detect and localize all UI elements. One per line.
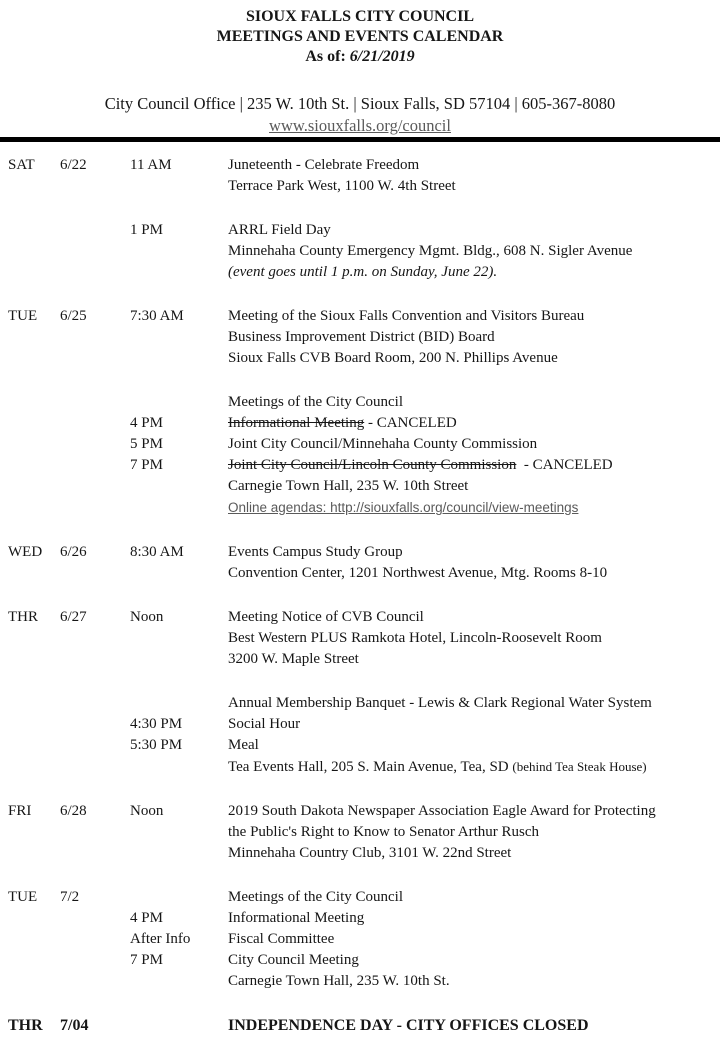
event-day [8,950,60,971]
event-date [60,392,130,413]
event-time: 7 PM [130,457,163,473]
event-date [60,735,130,756]
event-time [130,348,228,369]
event-row [0,929,720,950]
event-day: THR [8,609,38,625]
event-row [0,822,720,843]
event-row [0,607,720,628]
event-day [8,476,60,497]
event-time [130,628,228,649]
event-day: TUE [8,308,38,324]
event-date [60,348,130,369]
event-description [228,693,720,714]
event-day [8,735,60,756]
event-time [130,327,228,348]
event-day [8,649,60,670]
event-row [0,950,720,971]
event-time: 4 PM [130,415,163,431]
event-description [228,497,720,519]
event-description [228,327,720,348]
event-day: WED [8,544,43,560]
event-time: 11 AM [130,157,172,173]
event-text: - CANCELED [516,457,613,473]
event-row [0,628,720,649]
event-date [60,693,130,714]
event-description [228,241,720,262]
event-description [228,950,720,971]
event-date [60,220,130,241]
event-row [0,176,720,197]
event-description [228,971,720,992]
event-text: Meetings of the City Council [228,394,403,410]
event-day [8,348,60,369]
event-row [0,455,720,476]
event-day [8,628,60,649]
document-title-line1: SIOUX FALLS CITY COUNCIL [245,8,475,25]
event-text: Events Campus Study Group [228,544,403,560]
event-description [228,262,720,283]
event-date [60,434,130,455]
event-day [8,822,60,843]
document-header [0,0,720,137]
event-time [130,392,228,413]
event-date [60,929,130,950]
event-time [130,262,228,283]
event-text: Informational Meeting [228,910,365,926]
council-website-link[interactable]: www.siouxfalls.org/council [269,116,451,135]
event-time [130,497,228,519]
event-text: - CANCELED [364,415,457,431]
event-time [130,176,228,197]
event-date: 6/27 [60,609,87,625]
event-description [228,392,720,413]
event-date [60,455,130,476]
event-row [0,348,720,369]
event-text: Carnegie Town Hall, 235 W. 10th St. [228,973,450,989]
event-date [60,714,130,735]
event-time: 4:30 PM [130,716,183,732]
event-text: City Council Meeting [228,952,359,968]
event-date [60,413,130,434]
event-text: 3200 W. Maple Street [228,651,359,667]
event-time [130,693,228,714]
event-time: After Info [130,931,191,947]
website-line [0,115,720,137]
event-row [0,220,720,241]
event-description [228,801,720,822]
event-day: THR [8,1017,43,1034]
event-text: Carnegie Town Hall, 235 W. 10th Street [228,478,469,494]
event-day: SAT [8,157,35,173]
event-canceled-text: Joint City Council/Lincoln County Commission [228,457,517,473]
event-text: Meeting Notice of CVB Council [228,609,424,625]
event-date [60,176,130,197]
event-description [228,155,720,176]
event-row [0,1015,720,1036]
event-text: ARRL Field Day [228,222,331,238]
event-day [8,908,60,929]
event-day: TUE [8,889,38,905]
event-description [228,455,720,476]
event-row [0,756,720,778]
event-date [60,822,130,843]
event-time: 5:30 PM [130,737,183,753]
event-row [0,392,720,413]
event-time [130,843,228,864]
event-date [60,756,130,778]
event-row [0,908,720,929]
event-time [130,649,228,670]
event-day: FRI [8,803,32,819]
event-text: 2019 South Dakota Newspaper Association Eagle Award for Protecting [228,803,656,819]
event-description [228,607,720,628]
event-description [228,908,720,929]
event-time: 8:30 AM [130,544,184,560]
event-row [0,434,720,455]
event-row [0,563,720,584]
event-text: Social Hour [228,716,301,732]
events-list [0,155,720,1036]
event-text: Minnehaha County Emergency Mgmt. Bldg., 608 N. Sigler Avenue [228,243,633,259]
online-agendas-link[interactable]: Online agendas: http://siouxfalls.org/council/view-meetings [228,500,579,515]
event-time: 7:30 AM [130,308,184,324]
event-time: 4 PM [130,910,163,926]
event-description [228,649,720,670]
event-day [8,843,60,864]
event-row [0,413,720,434]
event-description [228,476,720,497]
event-day [8,756,60,778]
event-date: 6/26 [60,544,87,560]
event-row [0,241,720,262]
event-text: Juneteenth - Celebrate Freedom [228,157,420,173]
event-date: 7/2 [60,889,80,905]
event-row [0,801,720,822]
event-time: 5 PM [130,436,163,452]
event-row [0,327,720,348]
event-text: Business Improvement District (BID) Board [228,329,495,345]
event-text: Minnehaha Country Club, 3101 W. 22nd Street [228,845,512,861]
event-date [60,628,130,649]
event-day [8,714,60,735]
event-description [228,628,720,649]
event-description [228,887,720,908]
event-text: Convention Center, 1201 Northwest Avenue, Mtg. Rooms 8-10 [228,565,608,581]
event-description [228,822,720,843]
event-description [228,306,720,327]
event-day [8,693,60,714]
event-date [60,476,130,497]
event-date [60,241,130,262]
event-day [8,455,60,476]
event-row [0,476,720,497]
event-day [8,434,60,455]
event-text: Tea Events Hall, 205 S. Main Avenue, Tea, SD [228,759,513,775]
event-row [0,497,720,519]
event-date [60,649,130,670]
event-day [8,241,60,262]
event-time [130,476,228,497]
event-description [228,843,720,864]
event-row [0,542,720,563]
event-description [228,542,720,563]
event-description [228,735,720,756]
event-date [60,908,130,929]
event-day [8,929,60,950]
event-text: Annual Membership Banquet - Lewis & Clark Regional Water System [228,695,652,711]
event-description [228,1015,720,1036]
event-text: INDEPENDENCE DAY - CITY OFFICES CLOSED [228,1017,589,1034]
event-description [228,348,720,369]
event-description [228,220,720,241]
event-time [130,971,228,992]
event-date: 6/28 [60,803,87,819]
event-row [0,649,720,670]
event-row [0,306,720,327]
event-note-small: (behind Tea Steak House) [512,759,647,774]
event-text: the Public's Right to Know to Senator Arthur Rusch [228,824,540,840]
event-text: Terrace Park West, 1100 W. 4th Street [228,178,456,194]
event-date [60,843,130,864]
event-description [228,176,720,197]
event-time [130,822,228,843]
header-divider [0,137,720,142]
event-row [0,735,720,756]
contact-line: City Council Office | 235 W. 10th St. | Sioux Falls, SD 57104 | 605-367-8080 [104,94,616,113]
event-day [8,563,60,584]
event-description [228,563,720,584]
event-canceled-text: Informational Meeting [228,415,365,431]
event-description [228,413,720,434]
event-time [130,241,228,262]
event-day [8,392,60,413]
event-day [8,327,60,348]
event-time [130,563,228,584]
event-text: Meal [228,737,259,753]
as-of-date: 6/21/2019 [349,48,415,65]
event-row [0,714,720,735]
event-text: Meetings of the City Council [228,889,403,905]
as-of-line [0,47,720,67]
event-text: Joint City Council/Minnehaha County Commission [228,436,538,452]
event-time: Noon [130,609,164,625]
event-date [60,563,130,584]
event-date [60,497,130,519]
event-text: (event goes until 1 p.m. on Sunday, June 22). [228,264,498,280]
event-row [0,155,720,176]
event-text: Meeting of the Sioux Falls Convention and Visitors Bureau [228,308,585,324]
event-time: Noon [130,803,164,819]
event-time [130,887,228,908]
event-text: Sioux Falls CVB Board Room, 200 N. Phillips Avenue [228,350,558,366]
event-date [60,950,130,971]
as-of-label: As of: [305,48,350,65]
event-date [60,327,130,348]
event-day [8,413,60,434]
event-row [0,887,720,908]
event-time [130,1015,228,1036]
event-day [8,497,60,519]
event-date: 6/22 [60,157,87,173]
event-time: 1 PM [130,222,163,238]
event-day [8,220,60,241]
event-row [0,693,720,714]
document-title-line2: MEETINGS AND EVENTS CALENDAR [216,28,504,45]
event-description [228,929,720,950]
event-time [130,756,228,778]
event-description [228,714,720,735]
event-date: 7/04 [60,1017,89,1034]
event-time: 7 PM [130,952,163,968]
event-row [0,843,720,864]
event-date [60,262,130,283]
event-date: 6/25 [60,308,87,324]
event-description [228,434,720,455]
event-text: Best Western PLUS Ramkota Hotel, Lincoln-Roosevelt Room [228,630,602,646]
event-date [60,971,130,992]
event-description [228,756,720,778]
event-row [0,262,720,283]
event-row [0,971,720,992]
event-day [8,262,60,283]
event-day [8,971,60,992]
event-text: Fiscal Committee [228,931,335,947]
event-day [8,176,60,197]
